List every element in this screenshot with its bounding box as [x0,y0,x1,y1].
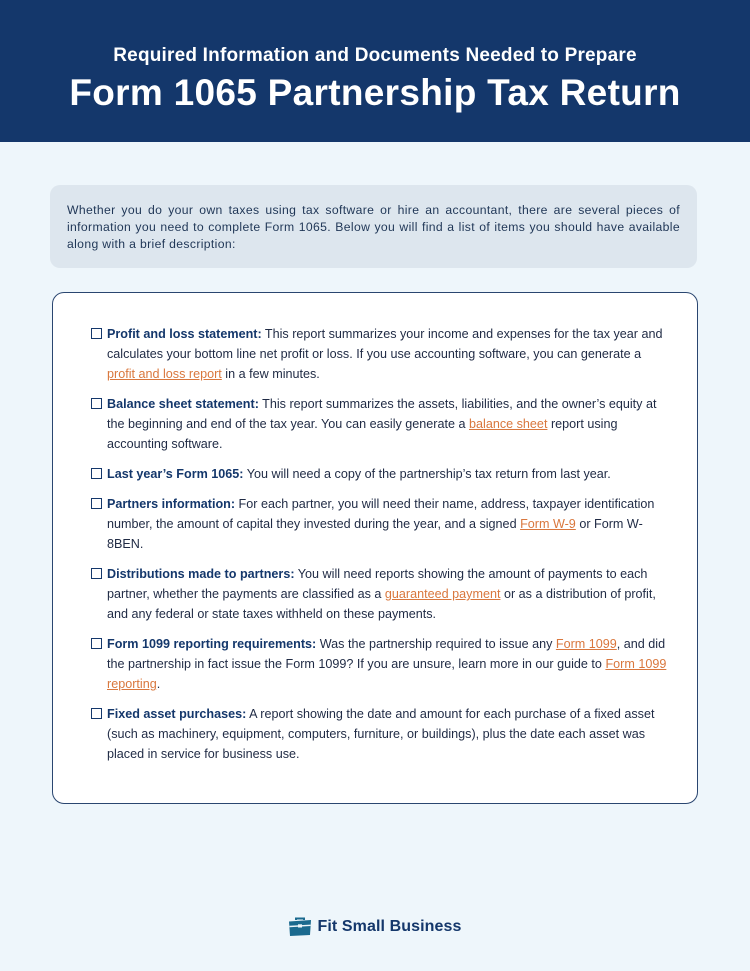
briefcase-icon [288,917,312,937]
form-1099-link[interactable]: Form 1099 [555,637,617,651]
item-text: For each partner, you will need their name, address, taxpayer identification number, the amount of capital they invested during the year, and a signed [107,497,655,531]
list-item [91,324,667,384]
item-text: This report summarizes your income and expenses for the tax year and calculates your bottom line net profit or loss. If you use accounting software, you can generate a [107,327,663,361]
item-title: Partners information: [107,497,236,511]
item-title: Form 1099 reporting requirements: [107,637,317,651]
profit-and-loss-report-link[interactable]: profit and loss report [107,367,222,381]
item-title: Profit and loss statement: [107,327,262,341]
item-text: You will need a copy of the partnership’s tax return from last year. [243,467,611,481]
header-subtitle: Required Information and Documents Needed to Prepare [113,45,637,66]
item-text: Was the partnership required to issue any [316,637,556,651]
footer-logo[interactable] [0,914,750,940]
checkbox-icon[interactable] [91,398,102,409]
item-text: , and did the partnership in fact issue the Form 1099? If you are unsure, learn more in our guide to [107,637,666,671]
list-item [91,564,667,624]
checkbox-icon[interactable] [91,328,102,339]
intro-box [50,185,697,268]
brand-name: Fit Small Business [317,918,462,935]
list-item [91,464,667,484]
list-item [91,704,667,764]
checkbox-icon[interactable] [91,568,102,579]
item-text: or as a distribution of profit, and any federal or state taxes withheld on these payments. [107,587,656,621]
item-text: You will need reports showing the amount of payments to each partner, whether the payments are classified as a [107,567,648,601]
checkbox-icon[interactable] [91,708,102,719]
form-w9-link[interactable]: Form W-9 [520,517,576,531]
checkbox-icon[interactable] [91,498,102,509]
checklist-card [52,292,698,804]
item-title: Last year’s Form 1065: [107,467,244,481]
item-title: Balance sheet statement: [107,397,259,411]
balance-sheet-link[interactable]: balance sheet [469,417,548,431]
item-title: Fixed asset purchases: [107,707,247,721]
list-item [91,634,667,694]
item-title: Distributions made to partners: [107,567,295,581]
checkbox-icon[interactable] [91,638,102,649]
item-text: in a few minutes. [221,367,320,381]
guaranteed-payment-link[interactable]: guaranteed payment [384,587,501,601]
list-item [91,394,667,454]
item-text: . [156,677,161,691]
item-text: This report summarizes the assets, liabilities, and the owner’s equity at the beginning and end of the tax year. You can easily generate a [107,397,657,431]
item-text: or Form W-8BEN. [107,517,643,551]
page-header [0,0,750,142]
checkbox-icon[interactable] [91,468,102,479]
intro-text: Whether you do your own taxes using tax software or hire an accountant, there are several pieces of information you need to complete Form 1065. Below you will find a list of items you should have available along with a brief description: [67,203,680,251]
page-title: Form 1065 Partnership Tax Return [69,72,681,113]
item-text: report using accounting software. [107,417,618,451]
list-item [91,494,667,554]
item-text: A report showing the date and amount for each purchase of a fixed asset (such as machinery, equipment, computers, furniture, or buildings), plus the date each asset was placed in service for business use. [107,707,655,761]
form-1099-reporting-link[interactable]: Form 1099 reporting [107,657,667,691]
